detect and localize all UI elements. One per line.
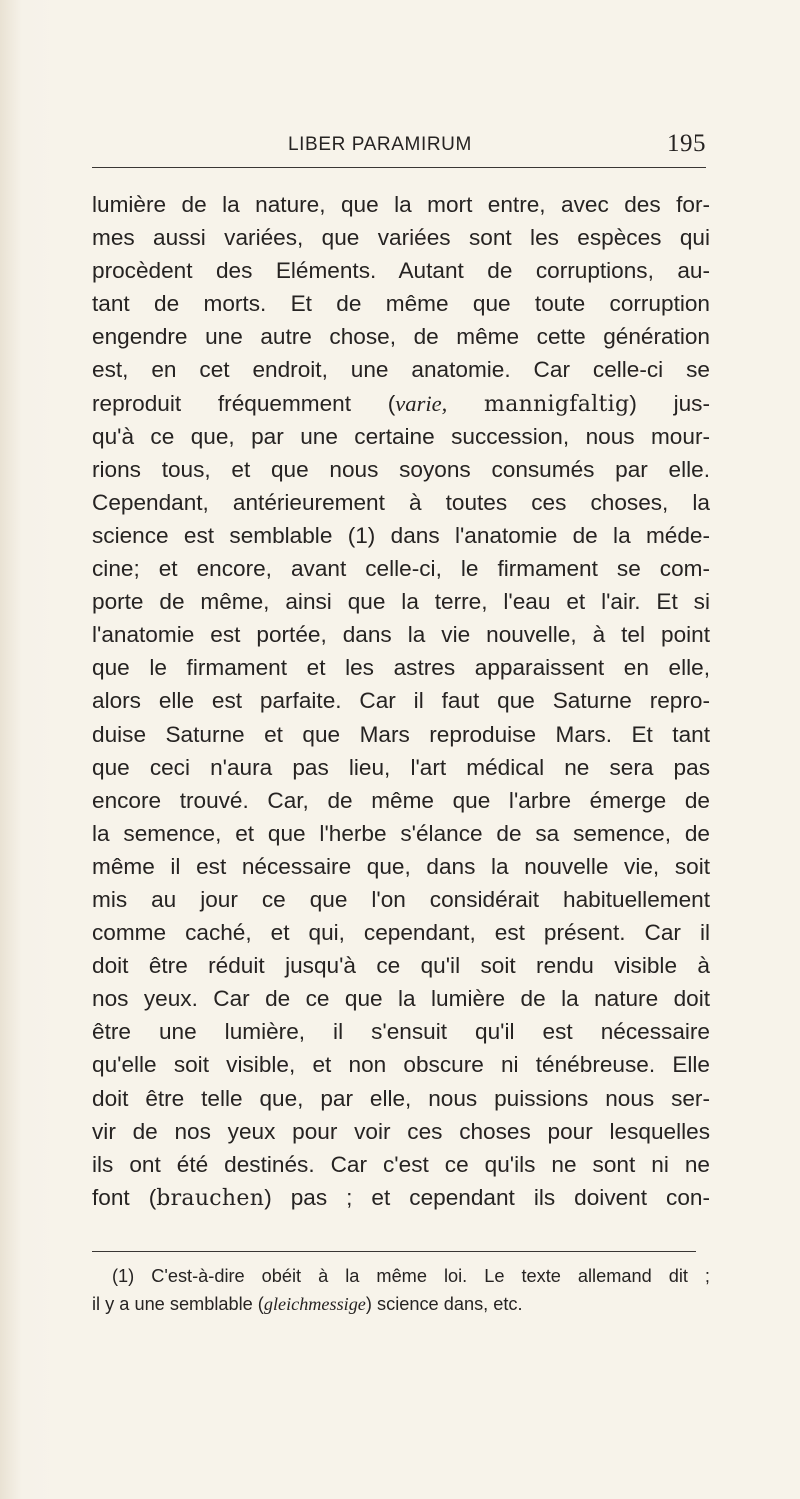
text-line: qu'à ce que, par une certaine succession, nous mour- (92, 423, 710, 449)
footnotes (92, 1262, 710, 1318)
text-line: alors elle est parfaite. Car il faut que Saturne repro- (92, 688, 710, 714)
text-segment: ) science dans, etc. (365, 1294, 523, 1314)
text-line: science est semblable (1) dans l'anatomie de la méde- (92, 522, 710, 548)
text-line: ils ont été destinés. Car c'est ce qu'ils ne sont ni ne (92, 1151, 710, 1177)
text-line: l'anatomie est portée, dans la vie nouvelle, à tel point (92, 622, 710, 648)
text-line-mixed (92, 1181, 710, 1214)
text-line: rions tous, et que nous soyons consumés par elle. (92, 456, 710, 482)
footnote-line (92, 1290, 710, 1318)
text-line: tant de morts. Et de même que toute corruption (92, 291, 710, 317)
text-segment: ) pas ; et cependant ils doivent con- (264, 1184, 710, 1210)
text-line: est, en cet endroit, une anatomie. Car celle-ci se (92, 357, 710, 383)
text-line: qu'elle soit visible, et non obscure ni ténébreuse. Elle (92, 1052, 710, 1078)
text-line: même il est nécessaire que, dans la nouvelle vie, soit (92, 853, 710, 879)
footnote-rule (92, 1251, 696, 1252)
text-segment: il y a une semblable ( (92, 1294, 264, 1314)
text-segment: ) jus- (629, 390, 710, 416)
text-line-mixed (92, 387, 710, 420)
text-line: vir de nos yeux pour voir ces choses pour lesquelles (92, 1118, 710, 1144)
text-line: lumière de la nature, que la mort entre, avec des for- (92, 192, 710, 217)
text-line: la semence, et que l'herbe s'élance de sa semence, de (92, 820, 710, 846)
page-header (92, 130, 706, 164)
text-line: nos yeux. Car de ce que la lumière de la nature doit (92, 986, 710, 1012)
text-line: duise Saturne et que Mars reproduise Mars. Et tant (92, 721, 710, 747)
german-term: mannigfaltig (484, 391, 630, 417)
text-line: mes aussi variées, que variées sont les espèces qui (92, 225, 710, 251)
german-term: brauchen (156, 1185, 265, 1211)
text-line: doit être réduit jusqu'à ce qu'il soit rendu visible à (92, 953, 710, 979)
footnote-line: (1) C'est-à-dire obéit à la même loi. Le texte allemand dit ; (112, 1266, 710, 1286)
page-number: 195 (667, 130, 706, 157)
text-segment: font ( (92, 1184, 157, 1210)
italic-gloss: varie, (395, 390, 448, 416)
text-line: que ceci n'aura pas lieu, l'art médical ne sera pas (92, 754, 710, 780)
text-line: que le firmament et les astres apparaissent en elle, (92, 655, 710, 681)
text-line: cine; et encore, avant celle-ci, le firmament se com- (92, 556, 710, 582)
text-line: engendre une autre chose, de même cette génération (92, 324, 710, 350)
text-segment: reproduit fréquemment ( (92, 390, 396, 416)
italic-term: gleichmessige (263, 1294, 366, 1314)
text-line: procèdent des Eléments. Autant de corruptions, au- (92, 258, 710, 284)
text-line: mis au jour ce que l'on considérait habituellement (92, 886, 710, 912)
running-title: LIBER PARAMIRUM (288, 134, 472, 155)
header-rule (92, 167, 706, 168)
text-line: encore trouvé. Car, de même que l'arbre émerge de (92, 787, 710, 813)
text-line: doit être telle que, par elle, nous puissions nous ser- (92, 1085, 710, 1111)
text-line: porte de même, ainsi que la terre, l'eau et l'air. Et si (92, 589, 710, 615)
body-text (92, 188, 710, 1214)
text-line: Cependant, antérieurement à toutes ces choses, la (92, 489, 710, 515)
text-line: comme caché, et qui, cependant, est présent. Car il (92, 920, 710, 946)
text-line: être une lumière, il s'ensuit qu'il est nécessaire (92, 1019, 710, 1045)
